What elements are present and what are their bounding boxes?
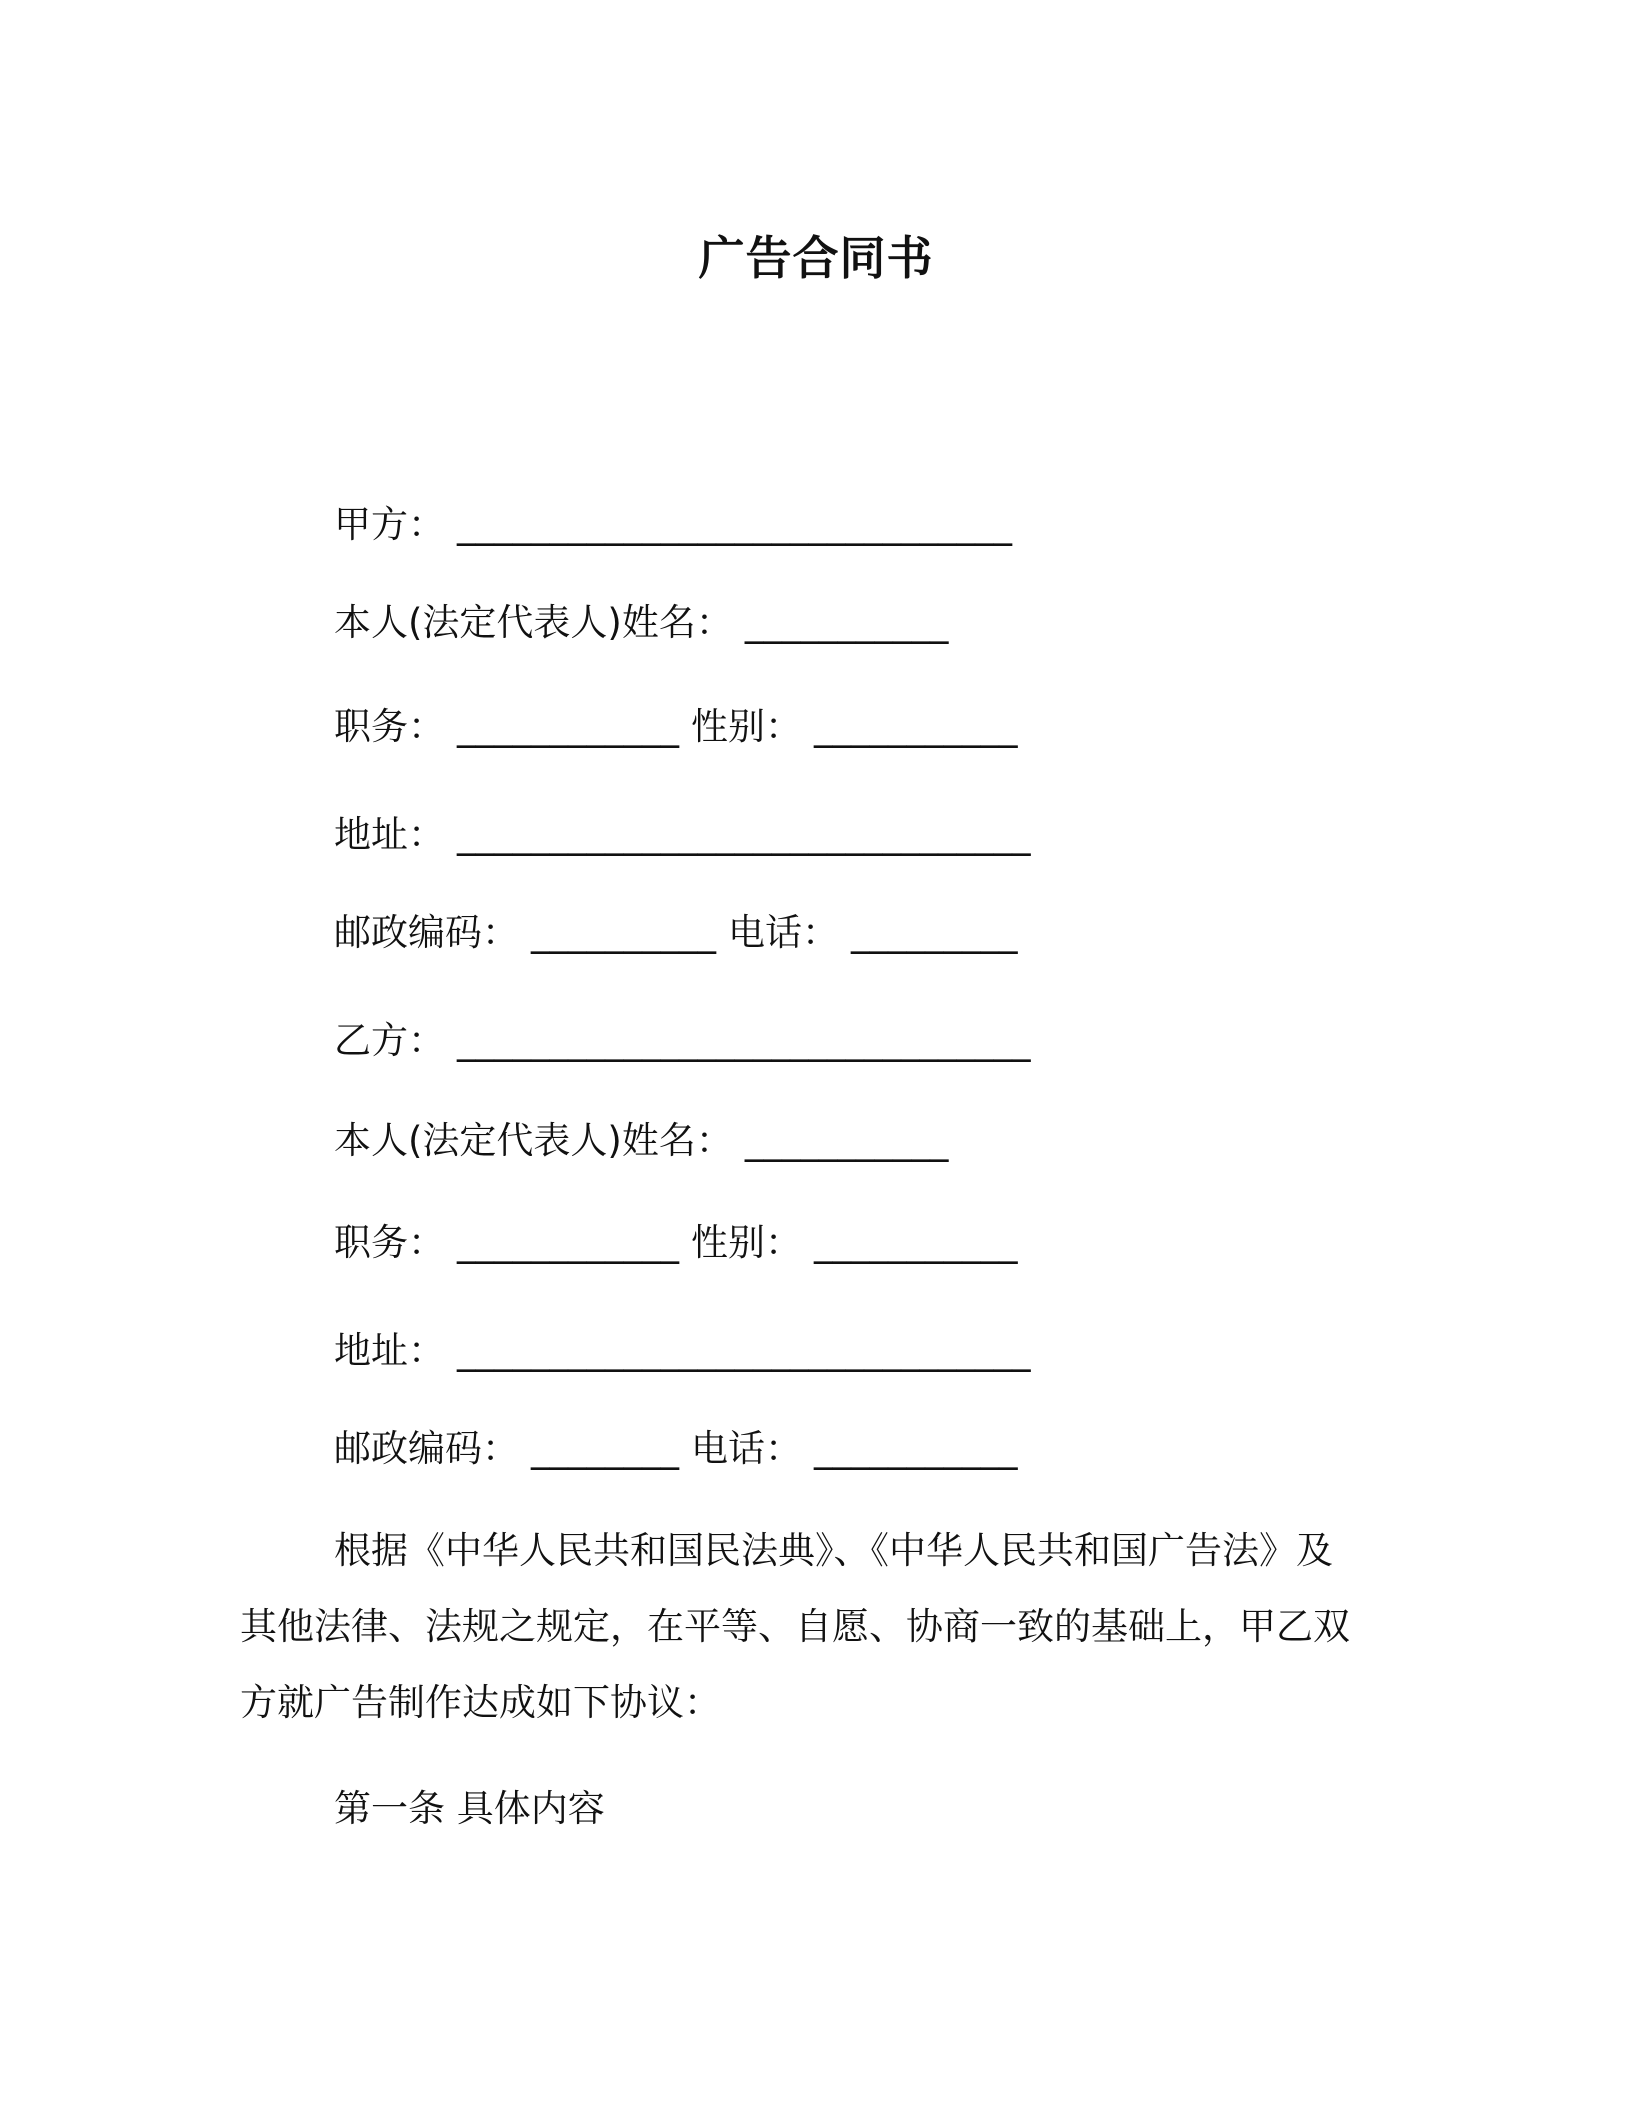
party-a-postcode-blank[interactable]: __________ — [531, 911, 716, 954]
party-b-position-label: 职务： — [334, 1221, 445, 1264]
party-b-phone-blank[interactable]: ___________ — [814, 1427, 1018, 1470]
party-a-address-label: 地址： — [334, 813, 445, 856]
party-b-name-blank[interactable]: ___________ — [744, 1119, 949, 1162]
party-a-name-blank[interactable]: ___________ — [744, 601, 949, 644]
party-b-position-blank[interactable]: ____________ — [457, 1221, 679, 1264]
party-a-gender-blank[interactable]: ___________ — [814, 705, 1018, 748]
party-b-blank[interactable]: _______________________________ — [457, 1019, 1031, 1062]
party-b-phone-label: 电话： — [691, 1427, 802, 1470]
party-b-name-label: 本人(法定代表人)姓名： — [334, 1119, 733, 1162]
party-b-postcode-label: 邮政编码： — [334, 1427, 519, 1470]
party-a-postcode-label: 邮政编码： — [334, 911, 519, 954]
party-b-postcode-blank[interactable]: ________ — [531, 1427, 679, 1470]
party-a-phone-blank[interactable]: _________ — [851, 911, 1018, 954]
party-a-line — [334, 500, 1012, 550]
party-a-contact-line — [334, 908, 1018, 958]
party-a-label: 甲方： — [334, 503, 445, 546]
party-b-name-line — [334, 1116, 948, 1166]
party-a-position-blank[interactable]: ____________ — [457, 705, 679, 748]
party-b-line — [334, 1016, 1031, 1066]
party-b-position-line — [334, 1218, 1018, 1268]
document-title: 广告合同书 — [698, 231, 934, 285]
party-a-address-line — [334, 810, 1031, 860]
party-b-gender-blank[interactable]: ___________ — [814, 1221, 1018, 1264]
party-a-blank[interactable]: ______________________________ — [457, 503, 1012, 546]
intro-line-3: 方就广告制作达成如下协议： — [240, 1681, 721, 1724]
party-b-address-blank[interactable]: _______________________________ — [457, 1329, 1031, 1372]
party-b-address-label: 地址： — [334, 1329, 445, 1372]
intro-line-2: 其他法律、法规之规定，在平等、自愿、协商一致的基础上，甲乙双 — [240, 1605, 1350, 1648]
party-a-name-label: 本人(法定代表人)姓名： — [334, 601, 733, 644]
party-b-gender-label: 性别： — [691, 1221, 802, 1264]
article-1-heading: 第一条 具体内容 — [334, 1787, 605, 1830]
party-b-contact-line — [334, 1424, 1018, 1474]
party-a-gender-label: 性别： — [691, 705, 802, 748]
party-b-address-line — [334, 1326, 1031, 1376]
party-a-position-label: 职务： — [334, 705, 445, 748]
party-a-name-line — [334, 598, 948, 648]
party-a-address-blank[interactable]: _______________________________ — [457, 813, 1031, 856]
intro-line-1: 根据《中华人民共和国民法典》、《中华人民共和国广告法》及 — [334, 1529, 1333, 1572]
party-b-label: 乙方： — [334, 1019, 445, 1062]
party-a-phone-label: 电话： — [728, 911, 839, 954]
party-a-position-line — [334, 702, 1018, 752]
